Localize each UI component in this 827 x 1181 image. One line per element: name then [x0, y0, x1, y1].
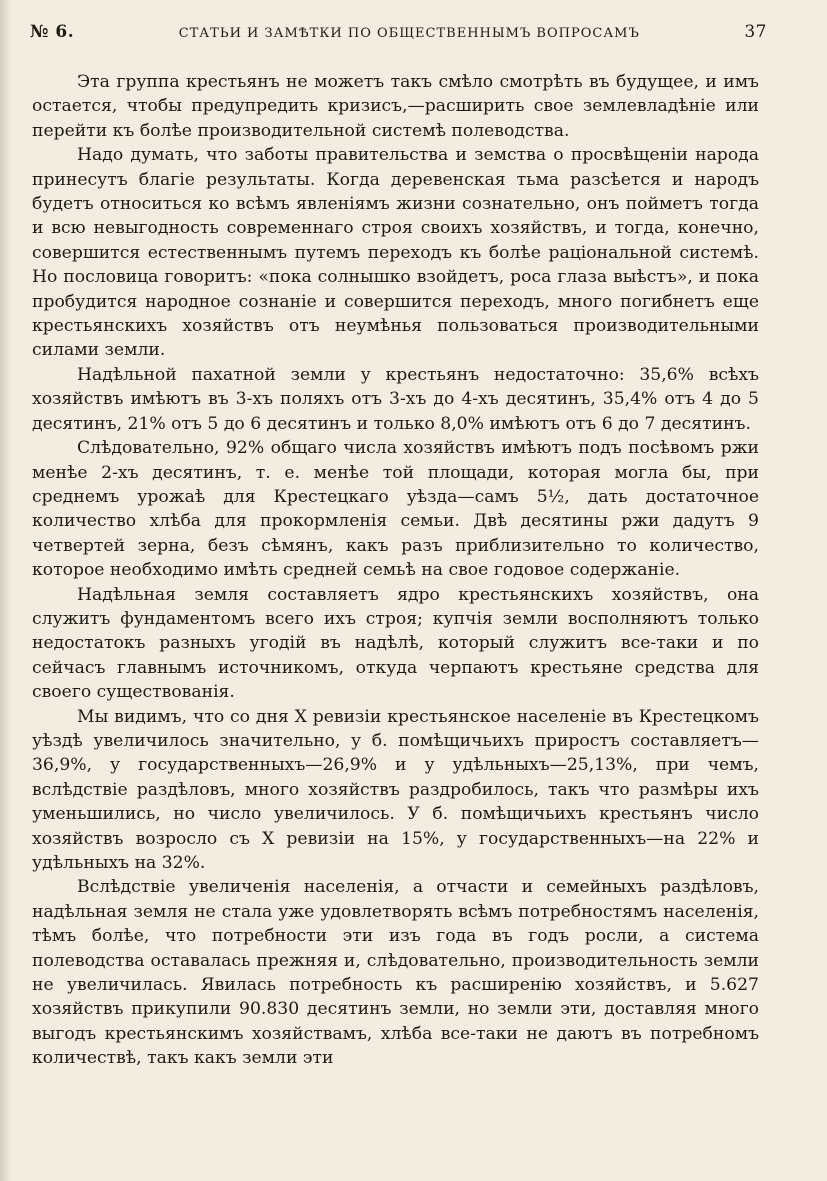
paragraph: Слѣдовательно, 92% общаго числа хозяйствъ имѣютъ подъ посѣвомъ ржи менѣе 2-хъ десятинъ, т. е. менѣе той площади, которая могла бы, при среднемъ урожаѣ для Крестецкаго уѣзда—самъ 5½, дать достаточное количество хлѣба для прокормленія семьи. Двѣ десятины ржи дадутъ 9 четвертей зерна, безъ сѣмянъ, какъ разъ приблизительно то количество, которое необходимо имѣть средней семьѣ на свое годовое содержаніе.: [32, 438, 759, 581]
paragraph: Эта группа крестьянъ не можетъ такъ смѣло смотрѣть въ будущее, и имъ остается, чтобы предупредить кризисъ,—расширить свое землевладѣніе или перейти къ болѣе производительной системѣ полеводства.: [32, 72, 759, 141]
main-text: [32, 70, 759, 1071]
running-header: [30, 22, 767, 46]
paragraph: Мы видимъ, что со дня X ревизіи крестьянское населеніе въ Крестецкомъ уѣздѣ увеличилось значительно, у б. помѣщичьихъ приростъ составляетъ—36,9%, у государственныхъ—26,9% и у удѣльныхъ—25,13%, при чемъ, вслѣдствіе раздѣловъ, много хозяйствъ раздробилось, такъ что размѣры ихъ уменьшились, но число увеличилось. У б. помѣщичьихъ крестьянъ число хозяйствъ возросло съ X ревизіи на 15%, у государственныхъ—на 22% и удѣльныхъ на 32%.: [32, 706, 759, 873]
paragraph: Вслѣдствіе увеличенія населенія, а отчасти и семейныхъ раздѣловъ, надѣльная земля не стала уже удовлетворять всѣмъ потребностямъ населенія, тѣмъ болѣе, что потребности эти изъ года въ годъ росли, а система полеводства оставалась прежняя и, слѣдовательно, производительность земли не увеличилась. Явилась потребность къ расширенію хозяйствъ, и 5.627 хозяйствъ прикупили 90.830 десятинъ земли, но земли эти, доставляя много выгодъ крестьянскимъ хозяйствамъ, хлѣба все-таки не даютъ въ потребномъ количествѣ, такъ какъ земли эти: [32, 877, 759, 1069]
paragraph: Надѣльная земля составляетъ ядро крестьянскихъ хозяйствъ, она служитъ фундаментомъ всего ихъ строя; купчія земли восполняютъ только недостатокъ разныхъ угодій въ надѣлѣ, который служитъ все-таки и по сейчасъ главнымъ источникомъ, откуда черпаютъ крестьяне средства для своего существованія.: [32, 584, 759, 703]
issue-number: № 6.: [30, 22, 75, 42]
section-title: СТАТЬИ И ЗАМѢТКИ ПО ОБЩЕСТВЕННЫМЪ ВОПРОСАМЪ: [178, 26, 640, 41]
paragraph: Надѣльной пахатной земли у крестьянъ недостаточно: 35,6% всѣхъ хозяйствъ имѣютъ въ 3-хъ поляхъ отъ 3-хъ до 4-хъ десятинъ, 35,4% отъ 4 до 5 десятинъ, 21% отъ 5 до 6 десятинъ и только 8,0% имѣютъ отъ 6 до 7 десятинъ.: [32, 364, 759, 434]
page-number: 37: [744, 22, 767, 42]
page-edge-shadow: [0, 0, 12, 1181]
paragraph: Надо думать, что заботы правительства и земства о просвѣщеніи народа принесутъ благіе результаты. Когда деревенская тьма разсѣется и народъ будетъ относиться ко всѣмъ явленіямъ жизни сознательно, онъ пойметъ тогда и всю невыгодность современнаго строя своихъ хозяйствъ, и тогда, конечно, совершится естественнымъ путемъ переходъ къ болѣе раціональной системѣ. Но пословица говоритъ: «пока солнышко взойдетъ, роса глаза выѣстъ», и пока пробудится народное сознаніе и совершится переходъ, много погибнетъ еще крестьянскихъ хозяйствъ отъ неумѣнья пользоваться производительными силами земли.: [32, 145, 759, 361]
